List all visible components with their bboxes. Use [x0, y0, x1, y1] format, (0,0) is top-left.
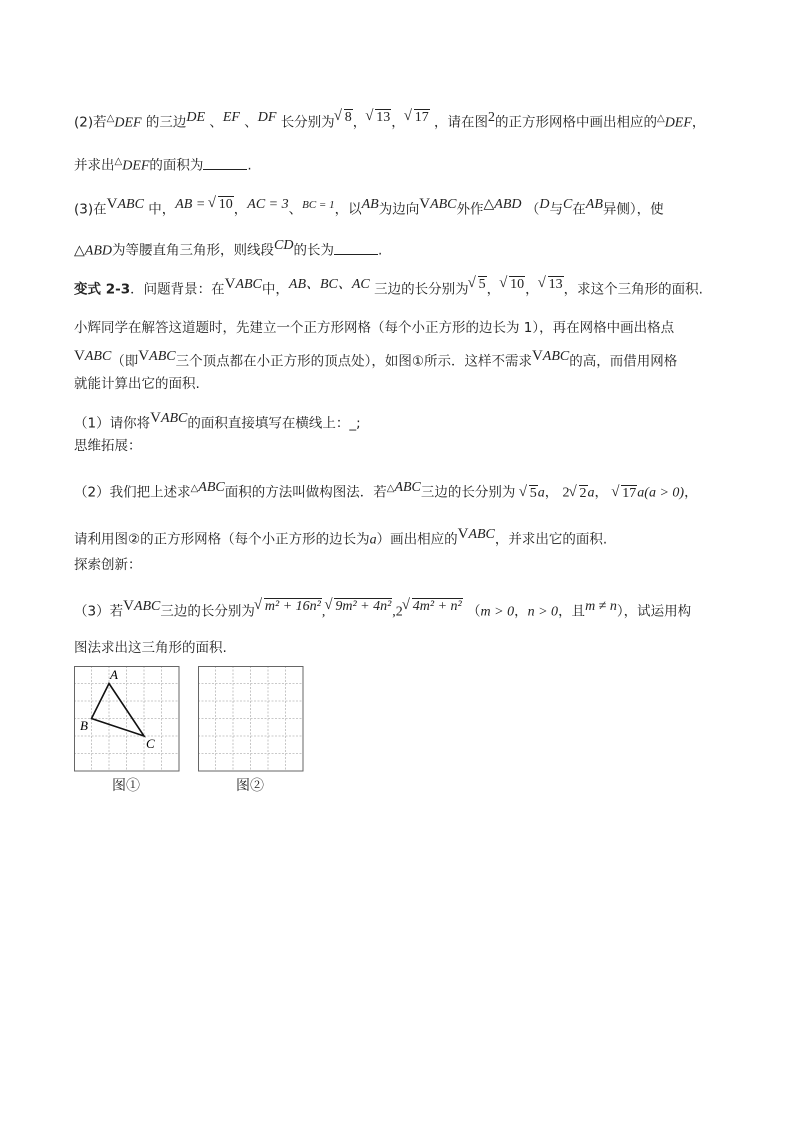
text: （2）我们把上述求	[74, 484, 191, 501]
math-abd: ABD	[494, 197, 522, 212]
math-a: a	[587, 485, 595, 501]
sqrt-expr-1	[255, 597, 322, 617]
math-a: a	[369, 532, 377, 548]
background-line-2	[74, 346, 677, 372]
triangle-symbol: V	[457, 526, 469, 542]
text: 的面积为	[149, 157, 204, 174]
math-def: DEF	[122, 158, 150, 174]
radicand: 2	[579, 485, 587, 501]
math-condition: m ≠ n	[585, 599, 617, 614]
text: 就能计算出它的面积.	[74, 376, 200, 392]
radicand: 8	[344, 110, 352, 125]
text: 、	[209, 114, 223, 131]
text: 的高，而借用网格	[569, 353, 678, 370]
figure-2-grid	[198, 666, 304, 772]
math-abd: ABD	[84, 243, 112, 259]
thinking-extension	[74, 436, 142, 456]
text: ，以	[334, 201, 362, 218]
math-abc: ABC	[160, 411, 188, 426]
math-abc: ABC	[133, 599, 161, 614]
text: ，求这个三角形的面积.	[563, 281, 703, 298]
text: ,	[392, 604, 396, 620]
text: 请利用图②的正方形网格（每个小正方形的边长为	[74, 531, 370, 548]
answer-blank	[203, 157, 247, 170]
math-d: D	[539, 197, 550, 212]
triangle-symbol: V	[531, 348, 543, 364]
question-3-line-2	[74, 638, 227, 658]
sqrt-5	[469, 275, 487, 295]
text: (3)在	[74, 201, 107, 218]
math-sides: AB、BC、AC	[288, 277, 370, 292]
sqrt-2	[570, 484, 588, 504]
math-def: DEF	[114, 115, 142, 131]
radicand: 5	[529, 485, 537, 501]
text: （1）请你将	[74, 415, 151, 432]
grid-lines	[198, 666, 303, 771]
sqrt-13	[539, 275, 564, 295]
problem-3-line-1	[74, 194, 664, 220]
text: ，	[594, 484, 608, 501]
triangle-symbol: V	[123, 598, 134, 614]
answer-blank	[334, 242, 378, 255]
text: .	[377, 242, 383, 259]
problem-3-line-2	[74, 236, 382, 262]
question-2-line-2	[74, 524, 607, 551]
text: 中，	[148, 201, 176, 218]
question-1	[74, 408, 361, 434]
text: 的长为	[293, 242, 334, 259]
triangle-symbol: △	[656, 113, 665, 124]
text: .	[247, 157, 252, 174]
math-df: DF	[257, 110, 277, 125]
text: ，请在图	[433, 114, 488, 131]
math-a: a	[637, 485, 645, 501]
text: 三边的长分别为	[420, 484, 516, 501]
math-coef: 2	[395, 604, 403, 620]
math-condition: (a > 0)	[644, 485, 685, 501]
text: 面积的方法叫做构图法．若	[224, 484, 387, 501]
text: （	[525, 201, 540, 218]
text: 小辉同学在解答这道题时，先建立一个正方形网格（每个小正方形的边长为 1），再在网格中画出格点	[74, 320, 675, 336]
triangle-symbol: V	[224, 276, 236, 292]
triangle-symbol: △	[190, 483, 199, 494]
math-abc: ABC	[117, 197, 144, 212]
text: （	[467, 603, 481, 620]
math-abc: ABC	[84, 349, 112, 364]
text: ），试运用构	[616, 603, 692, 620]
math-abc: ABC	[430, 197, 457, 212]
text: （3）若	[74, 603, 124, 620]
math-condition: n > 0	[527, 604, 559, 620]
radicand: 13	[548, 277, 563, 292]
text: 探索创新：	[74, 557, 142, 573]
math-bc: BC = 1	[302, 199, 335, 211]
text: 三个顶点都在小正方形的顶点处），如图①所示．这样不需求	[175, 353, 532, 370]
problem-2-line-2	[74, 152, 252, 177]
triangle-symbol: △	[483, 197, 495, 212]
triangle-symbol: V	[74, 348, 85, 364]
text: 、	[288, 201, 303, 218]
problem-2-line-1	[74, 108, 705, 134]
sqrt-5	[520, 484, 538, 504]
sqrt-10	[500, 275, 525, 295]
text: （即	[111, 353, 139, 370]
triangle-symbol: △	[386, 483, 395, 494]
radicand: 17	[414, 110, 429, 125]
math-abc: ABC	[468, 527, 495, 542]
text: ，	[525, 281, 539, 298]
math-ab-eq: AB =	[175, 197, 209, 212]
sqrt-10	[209, 195, 234, 215]
triangle-symbol: V	[106, 196, 118, 212]
text: ，	[684, 484, 698, 501]
text: 外作	[456, 201, 484, 218]
math-abc: ABC	[235, 277, 262, 292]
text: 的三边	[145, 114, 187, 131]
math-condition: m > 0	[480, 604, 515, 620]
math-ef: EF	[222, 110, 240, 125]
triangle-symbol: V	[419, 196, 431, 212]
figure-2-caption: 图②	[236, 779, 264, 794]
sqrt-expr-3	[403, 597, 463, 617]
figure-1-caption: 图①	[112, 779, 140, 794]
text: 长分别为	[280, 114, 335, 131]
text: 的面积直接填写在横线上：_;	[187, 415, 361, 432]
radicand: 10	[510, 277, 525, 292]
math-abc: ABC	[149, 349, 176, 364]
radicand: m² + 16n²	[264, 599, 321, 614]
triangle-symbol: △	[74, 243, 85, 259]
triangle-symbol: V	[138, 348, 150, 364]
math-ab: AB	[585, 197, 603, 212]
text: 三边的长分别为	[374, 281, 469, 298]
text: ，	[486, 281, 501, 298]
text: ．问题背景：在	[130, 281, 225, 298]
text: 为边向	[378, 201, 420, 218]
radicand: 5	[478, 277, 486, 292]
math-ab: AB	[361, 197, 379, 212]
triangle-symbol: △	[106, 113, 115, 124]
background-line-1	[74, 318, 674, 338]
text: (2)若	[74, 114, 107, 131]
background-line-3	[74, 374, 200, 394]
math-abc: ABC	[542, 349, 570, 364]
vertex-label-c: C	[146, 736, 155, 751]
text: 三边的长分别为	[160, 603, 255, 620]
text: ，	[233, 201, 248, 218]
math-abc: ABC	[394, 480, 421, 495]
text: ）画出相应的	[376, 531, 458, 548]
text: 在	[572, 201, 586, 218]
text: ，	[691, 114, 706, 131]
text: 、	[244, 114, 258, 131]
explore-innovate	[74, 555, 142, 575]
text: 与	[549, 201, 563, 218]
variant-2-3-line	[74, 274, 703, 300]
math-ac: AC = 3	[247, 197, 289, 212]
text: ，且	[558, 603, 586, 620]
sqrt-13	[366, 108, 391, 128]
variant-title: 变式 2-3	[74, 281, 131, 298]
math-cd: CD	[274, 238, 294, 253]
vertex-label-a: A	[110, 667, 118, 682]
text: 思维拓展：	[74, 438, 142, 454]
grid-lines	[74, 666, 179, 771]
text: 异侧），使	[602, 201, 664, 218]
text: 并求出	[74, 157, 115, 174]
text: 图法求出这三角形的面积.	[74, 640, 227, 656]
radicand: 13	[376, 110, 391, 125]
text: ,	[321, 604, 326, 620]
math-a: a	[537, 485, 545, 501]
math-def: DEF	[664, 115, 692, 131]
radicand: 10	[218, 197, 233, 212]
vertex-label-b: B	[80, 718, 88, 733]
text: ，	[514, 603, 528, 620]
text: ，并求出它的面积.	[494, 531, 608, 548]
sqrt-17	[405, 108, 430, 128]
radicand: 17	[622, 485, 637, 501]
sqrt-expr-2	[325, 597, 392, 617]
math-de: DE	[186, 110, 206, 125]
math-coef: 2	[562, 485, 570, 501]
triangle-symbol: △	[114, 156, 123, 167]
text: ，	[544, 484, 559, 501]
question-3-line-1	[74, 596, 691, 623]
sqrt-17	[612, 484, 637, 504]
question-2-line-1	[74, 478, 698, 504]
figure-1-grid	[74, 666, 180, 772]
text: ，	[391, 114, 405, 131]
radicand: 4m² + n²	[412, 599, 462, 614]
text: 的正方形网格中画出相应的	[494, 114, 657, 131]
text: 中，	[261, 281, 289, 298]
triangle-symbol: V	[150, 410, 161, 426]
figure-number: 2	[487, 110, 495, 125]
text: ，	[352, 114, 367, 131]
radicand: 9m² + 4n²	[335, 599, 392, 614]
math-c: C	[562, 197, 573, 212]
math-abc: ABC	[198, 480, 225, 495]
text: 为等腰直角三角形，则线段	[112, 242, 274, 259]
sqrt-8	[335, 108, 353, 128]
triangle-abc	[92, 684, 145, 737]
